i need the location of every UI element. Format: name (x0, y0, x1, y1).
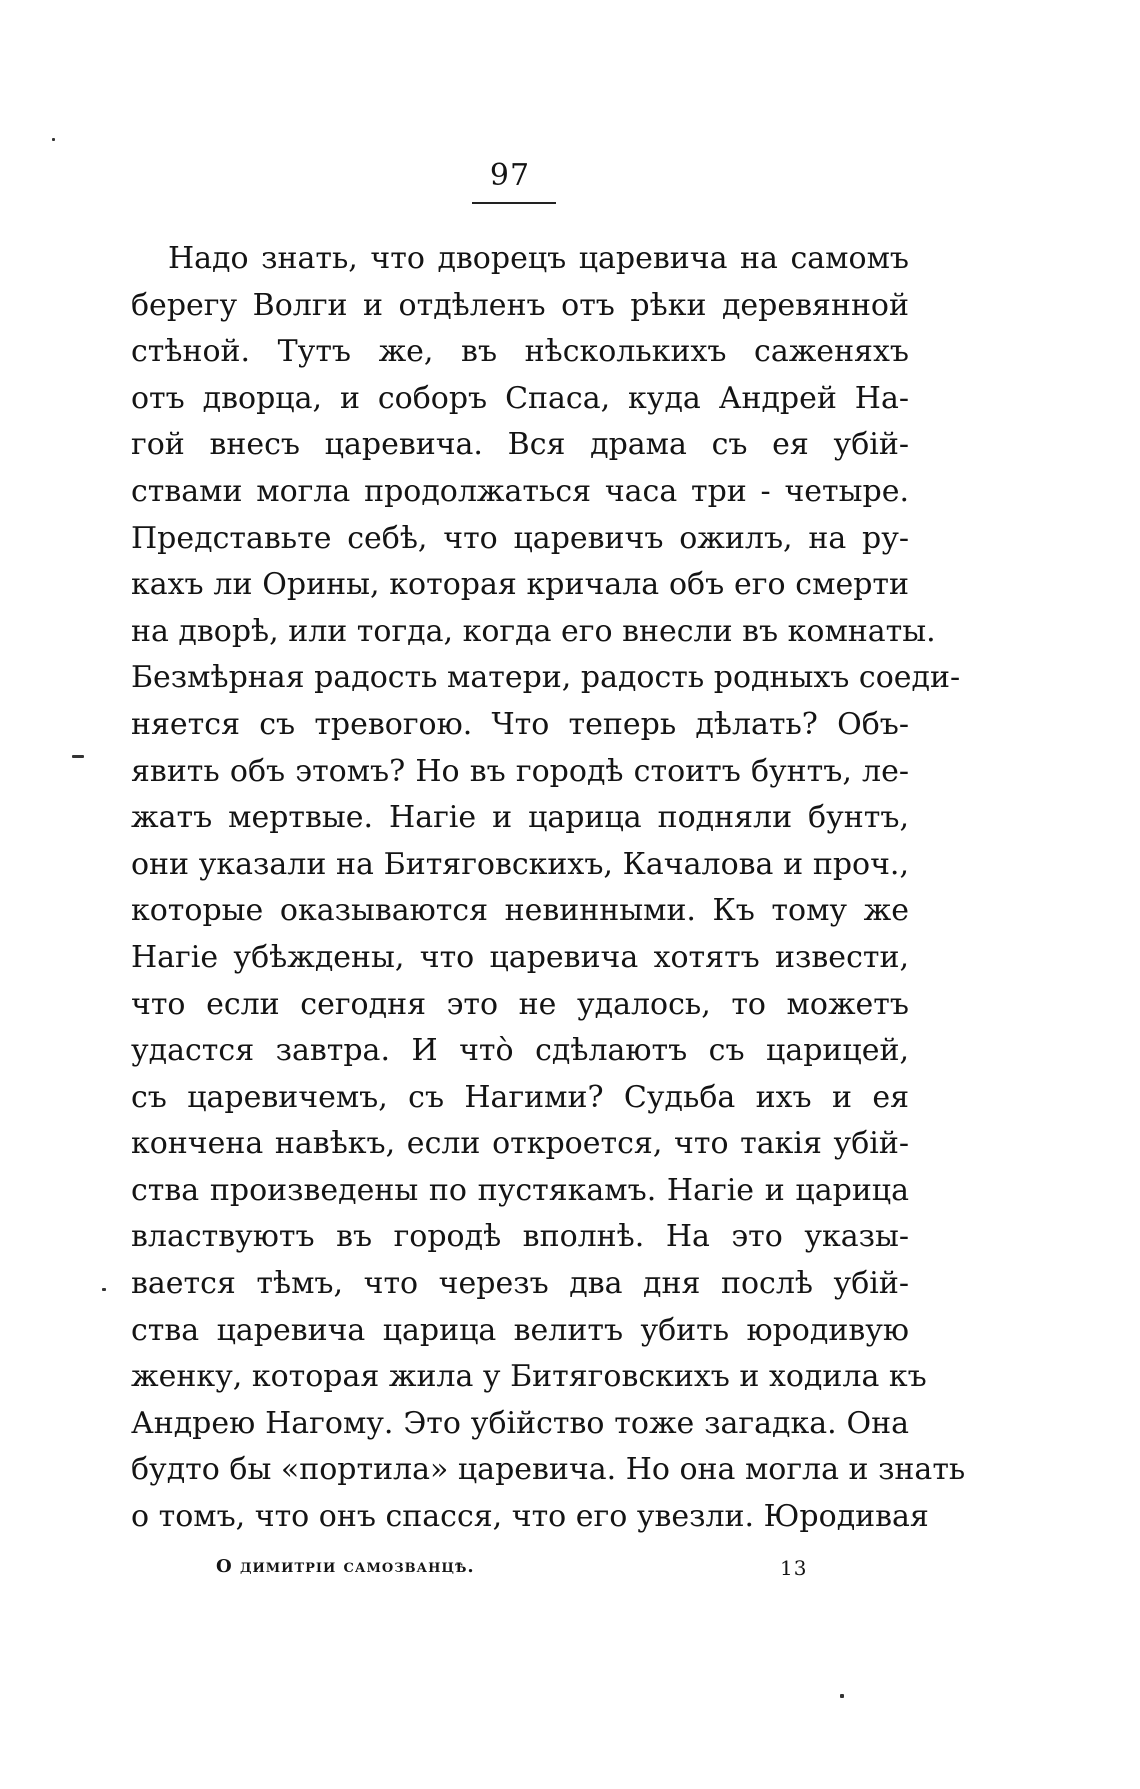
text-line: вается тѣмъ, что черезъ два дня послѣ убій- (131, 1266, 909, 1302)
text-line: удастся завтра. И что̀ сдѣлаютъ съ царицей, (131, 1033, 909, 1069)
page-footer (0, 1556, 1140, 1586)
text-line: Безмѣрная радость матери, радость родныхъ соеди- (131, 660, 961, 696)
text-line: которые оказываются невинными. Къ тому же (131, 893, 909, 929)
text-line: ства царевича царица велитъ убить юродивую (131, 1312, 909, 1348)
text-line: женку, которая жила у Битяговскихъ и ходила къ (131, 1359, 927, 1395)
text-line: явить объ этомъ? Но въ городѣ стоитъ бунтъ, ле- (131, 753, 909, 789)
text-line: стѣной. Тутъ же, въ нѣсколькихъ саженяхъ (131, 334, 909, 370)
text-line: отъ дворца, и соборъ Спаса, куда Андрей На- (131, 380, 909, 416)
signature-mark: О димитріи самозванцѣ. (216, 1556, 475, 1577)
text-line: Андрею Нагому. Это убійство тоже загадка. Она (131, 1405, 909, 1441)
page-number: 97 (489, 158, 531, 193)
text-line: Представьте себѣ, что царевичъ ожилъ, на ру- (131, 520, 909, 556)
text-line: кончена навѣкъ, если откроется, что такія убій- (131, 1126, 909, 1162)
text-line: на дворѣ, или тогда, когда его внесли въ комнаты. (131, 613, 936, 649)
scan-speck (102, 1288, 106, 1291)
text-line: будто бы «портила» царевича. Но она могла и знать (131, 1452, 966, 1488)
text-line: кахъ ли Орины, которая кричала объ его смерти (131, 567, 909, 603)
text-line: властвуютъ въ городѣ вполнѣ. На это указы- (131, 1219, 909, 1255)
text-line: гой внесъ царевича. Вся драма съ ея убій- (131, 427, 909, 463)
scan-speck (52, 138, 55, 141)
scan-speck (72, 755, 84, 758)
text-line: съ царевичемъ, съ Нагими? Судьба ихъ и ея (131, 1079, 909, 1115)
sheet-number: 13 (780, 1556, 808, 1580)
header-rule (472, 202, 556, 204)
text-line: они указали на Битяговскихъ, Качалова и проч., (131, 846, 909, 882)
text-line: что если сегодня это не удалось, то можетъ (131, 986, 909, 1022)
text-line: берегу Волги и отдѣленъ отъ рѣки деревянной (131, 287, 909, 323)
text-line: жатъ мертвые. Нагіе и царица подняли бунтъ, (131, 800, 909, 836)
text-line: Нагіе убѣждены, что царевича хотятъ извести, (131, 939, 909, 975)
text-line: о томъ, что онъ спасся, что его увезли. Юродивая (131, 1499, 929, 1535)
body-text (131, 236, 966, 1541)
text-line: ства произведены по пустякамъ. Нагіе и царица (131, 1172, 909, 1208)
scan-speck (840, 1694, 844, 1698)
text-line: Надо знать, что дворецъ царевича на самомъ (168, 241, 909, 276)
text-line: няется съ тревогою. Что теперь дѣлать? Объ- (131, 706, 909, 742)
text-line: ствами могла продолжаться часа три - четыре. (131, 473, 909, 509)
